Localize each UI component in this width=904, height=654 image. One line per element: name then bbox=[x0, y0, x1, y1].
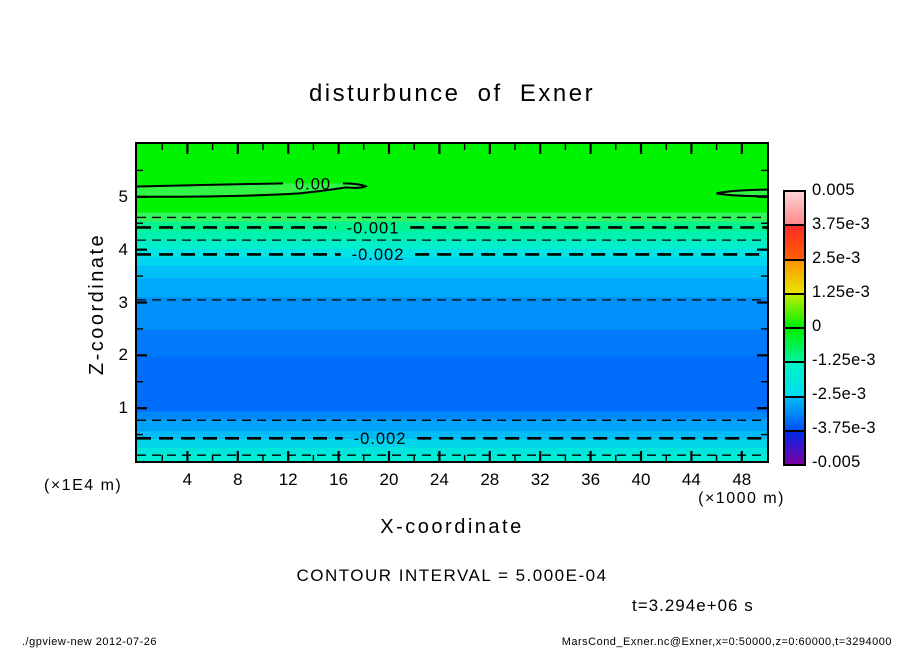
y-tick-label: 2 bbox=[118, 345, 128, 365]
colorbar-tick-label: 0.005 bbox=[812, 181, 855, 199]
x-tick-label: 24 bbox=[429, 470, 449, 489]
x-tick-label: 40 bbox=[631, 470, 651, 489]
x-tick-label: 12 bbox=[278, 470, 298, 489]
contour-plot-canvas bbox=[137, 144, 767, 461]
y-tick-label: 4 bbox=[118, 239, 128, 259]
colorbar-tick-label: 2.5e-3 bbox=[812, 249, 861, 267]
contour-label: -0.002 bbox=[351, 246, 405, 265]
x-tick-label: 36 bbox=[581, 470, 601, 489]
colorbar-segment bbox=[785, 224, 804, 258]
colorbar-tick-label: -3.75e-3 bbox=[812, 419, 876, 437]
contour-plot-area bbox=[135, 142, 769, 463]
x-tick-label: 8 bbox=[233, 470, 243, 489]
colorbar-segment bbox=[785, 396, 804, 430]
colorbar-tick-label: -2.5e-3 bbox=[812, 385, 867, 403]
colorbar-tick-label: -0.005 bbox=[812, 453, 861, 471]
contour-label: -0.001 bbox=[346, 219, 400, 238]
colorbar-segment bbox=[785, 192, 804, 224]
footer-command: ./gpview-new 2012-07-26 bbox=[22, 636, 158, 648]
x-tick-label: 28 bbox=[480, 470, 500, 489]
y-tick-label: 3 bbox=[118, 292, 128, 312]
colorbar-segment bbox=[785, 259, 804, 293]
colorbar-segment bbox=[785, 293, 804, 327]
x-axis-label: X-coordinate bbox=[380, 516, 524, 538]
colorbar-tick-label: 1.25e-3 bbox=[812, 283, 871, 301]
x-tick-label: 44 bbox=[681, 470, 701, 489]
y-tick-label: 1 bbox=[118, 398, 128, 418]
x-axis-unit: (×1000 m) bbox=[698, 490, 785, 507]
x-tick-label: 32 bbox=[530, 470, 550, 489]
contour-label: -0.002 bbox=[353, 430, 407, 449]
colorbar bbox=[783, 190, 806, 466]
time-annotation: t=3.294e+06 s bbox=[632, 596, 754, 615]
y-axis-unit: (×1E4 m) bbox=[44, 477, 123, 494]
colorbar-segment bbox=[785, 327, 804, 361]
colorbar-segment bbox=[785, 361, 804, 395]
footer-source: MarsCond_Exner.nc@Exner,x=0:50000,z=0:60000,t=3294000 bbox=[561, 636, 892, 648]
x-tick-label: 48 bbox=[732, 470, 752, 489]
contour-interval-note: CONTOUR INTERVAL = 5.000E-04 bbox=[296, 566, 608, 585]
y-axis-label: Z-coordinate bbox=[86, 232, 108, 376]
colorbar-tick-label: 3.75e-3 bbox=[812, 215, 871, 233]
colorbar-segment bbox=[785, 430, 804, 464]
x-tick-label: 16 bbox=[329, 470, 349, 489]
chart-title: disturbunce of Exner bbox=[308, 80, 596, 107]
y-tick-label: 5 bbox=[118, 186, 128, 206]
colorbar-tick-label: 0 bbox=[812, 317, 822, 335]
contour-label-zero: 0.00 bbox=[294, 175, 332, 194]
colorbar-tick-label: -1.25e-3 bbox=[812, 351, 876, 369]
x-tick-label: 20 bbox=[379, 470, 399, 489]
x-tick-label: 4 bbox=[182, 470, 193, 489]
